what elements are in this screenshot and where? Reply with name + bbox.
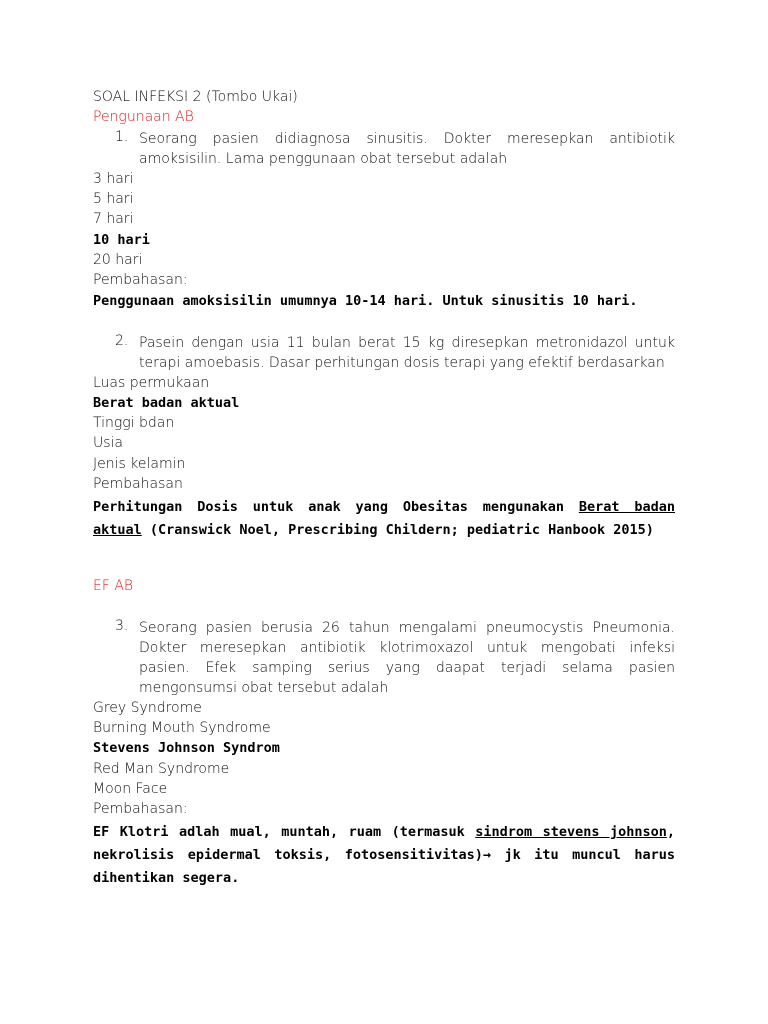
option-c-correct: Stevens Johnson Syndrom (93, 740, 280, 756)
explanation-text: Penggunaan amoksisilin umumnya 10-14 hari. Untuk sinusitis 10 hari. (93, 293, 638, 309)
question-text: Seorang pasien didiagnosa sinusitis. Dokter meresepkan antibiotik amoksisilin. Lama penggunaan obat tersebut adalah (139, 131, 675, 167)
option-b-correct: Berat badan aktual (93, 395, 240, 411)
explanation-text: EF Klotri adlah mual, muntah, ruam (termasuk sindrom stevens johnson, nekrolisis epidermal toksis, fotosensitivitas)→ jk itu muncul harus dihentikan segera. (93, 824, 676, 886)
question-number: 1. (115, 129, 129, 145)
question-text: Pasein dengan usia 11 bulan berat 15 kg diresepkan metronidazol untuk terapi amoebasis. Dasar perhitungan dosis terapi yang efektif berdasarkan (139, 335, 675, 371)
section-heading-ef-ab: EF AB (93, 578, 134, 594)
section-heading-penggunaan-ab: Pengunaan AB (93, 109, 194, 125)
option-e: Jenis kelamin (93, 456, 186, 472)
option-a: Grey Syndrome (93, 700, 202, 716)
option-a: Luas permukaan (93, 375, 210, 391)
question-3 (93, 618, 675, 700)
arrow-right-icon: → (482, 847, 492, 863)
document-title: SOAL INFEKSI 2 (Tombo Ukai) (93, 89, 298, 105)
option-d: Usia (93, 435, 124, 451)
explanation-text: Perhitungan Dosis untuk anak yang Obesitas mengunakan Berat badan aktual (Cranswick Noel, Prescribing Childern; pediatric Hanbook 2015) (93, 499, 675, 538)
option-d-correct: 10 hari (93, 232, 150, 248)
option-e: Moon Face (93, 781, 168, 797)
question-1 (93, 129, 675, 171)
option-b: 5 hari (93, 191, 134, 207)
option-c: Tinggi bdan (93, 415, 175, 431)
question-number: 3. (115, 618, 129, 634)
explanation-label: Pembahasan: (93, 801, 188, 817)
question-number: 2. (115, 333, 129, 349)
explanation-label: Pembahasan: (93, 272, 188, 288)
option-b: Burning Mouth Syndrome (93, 720, 271, 736)
question-text: Seorang pasien berusia 26 tahun mengalami pneumocystis Pneumonia. Dokter meresepkan antibiotik klotrimoxazol untuk mengobati infeksi pasien. Efek samping serius yang daapat terjadi selama pasien mengonsumsi obat tersebut adalah (139, 620, 675, 696)
option-e: 20 hari (93, 252, 143, 268)
option-d: Red Man Syndrome (93, 761, 230, 777)
option-c: 7 hari (93, 211, 134, 227)
question-2 (93, 333, 675, 375)
option-a: 3 hari (93, 171, 134, 187)
explanation-label: Pembahasan (93, 476, 183, 492)
